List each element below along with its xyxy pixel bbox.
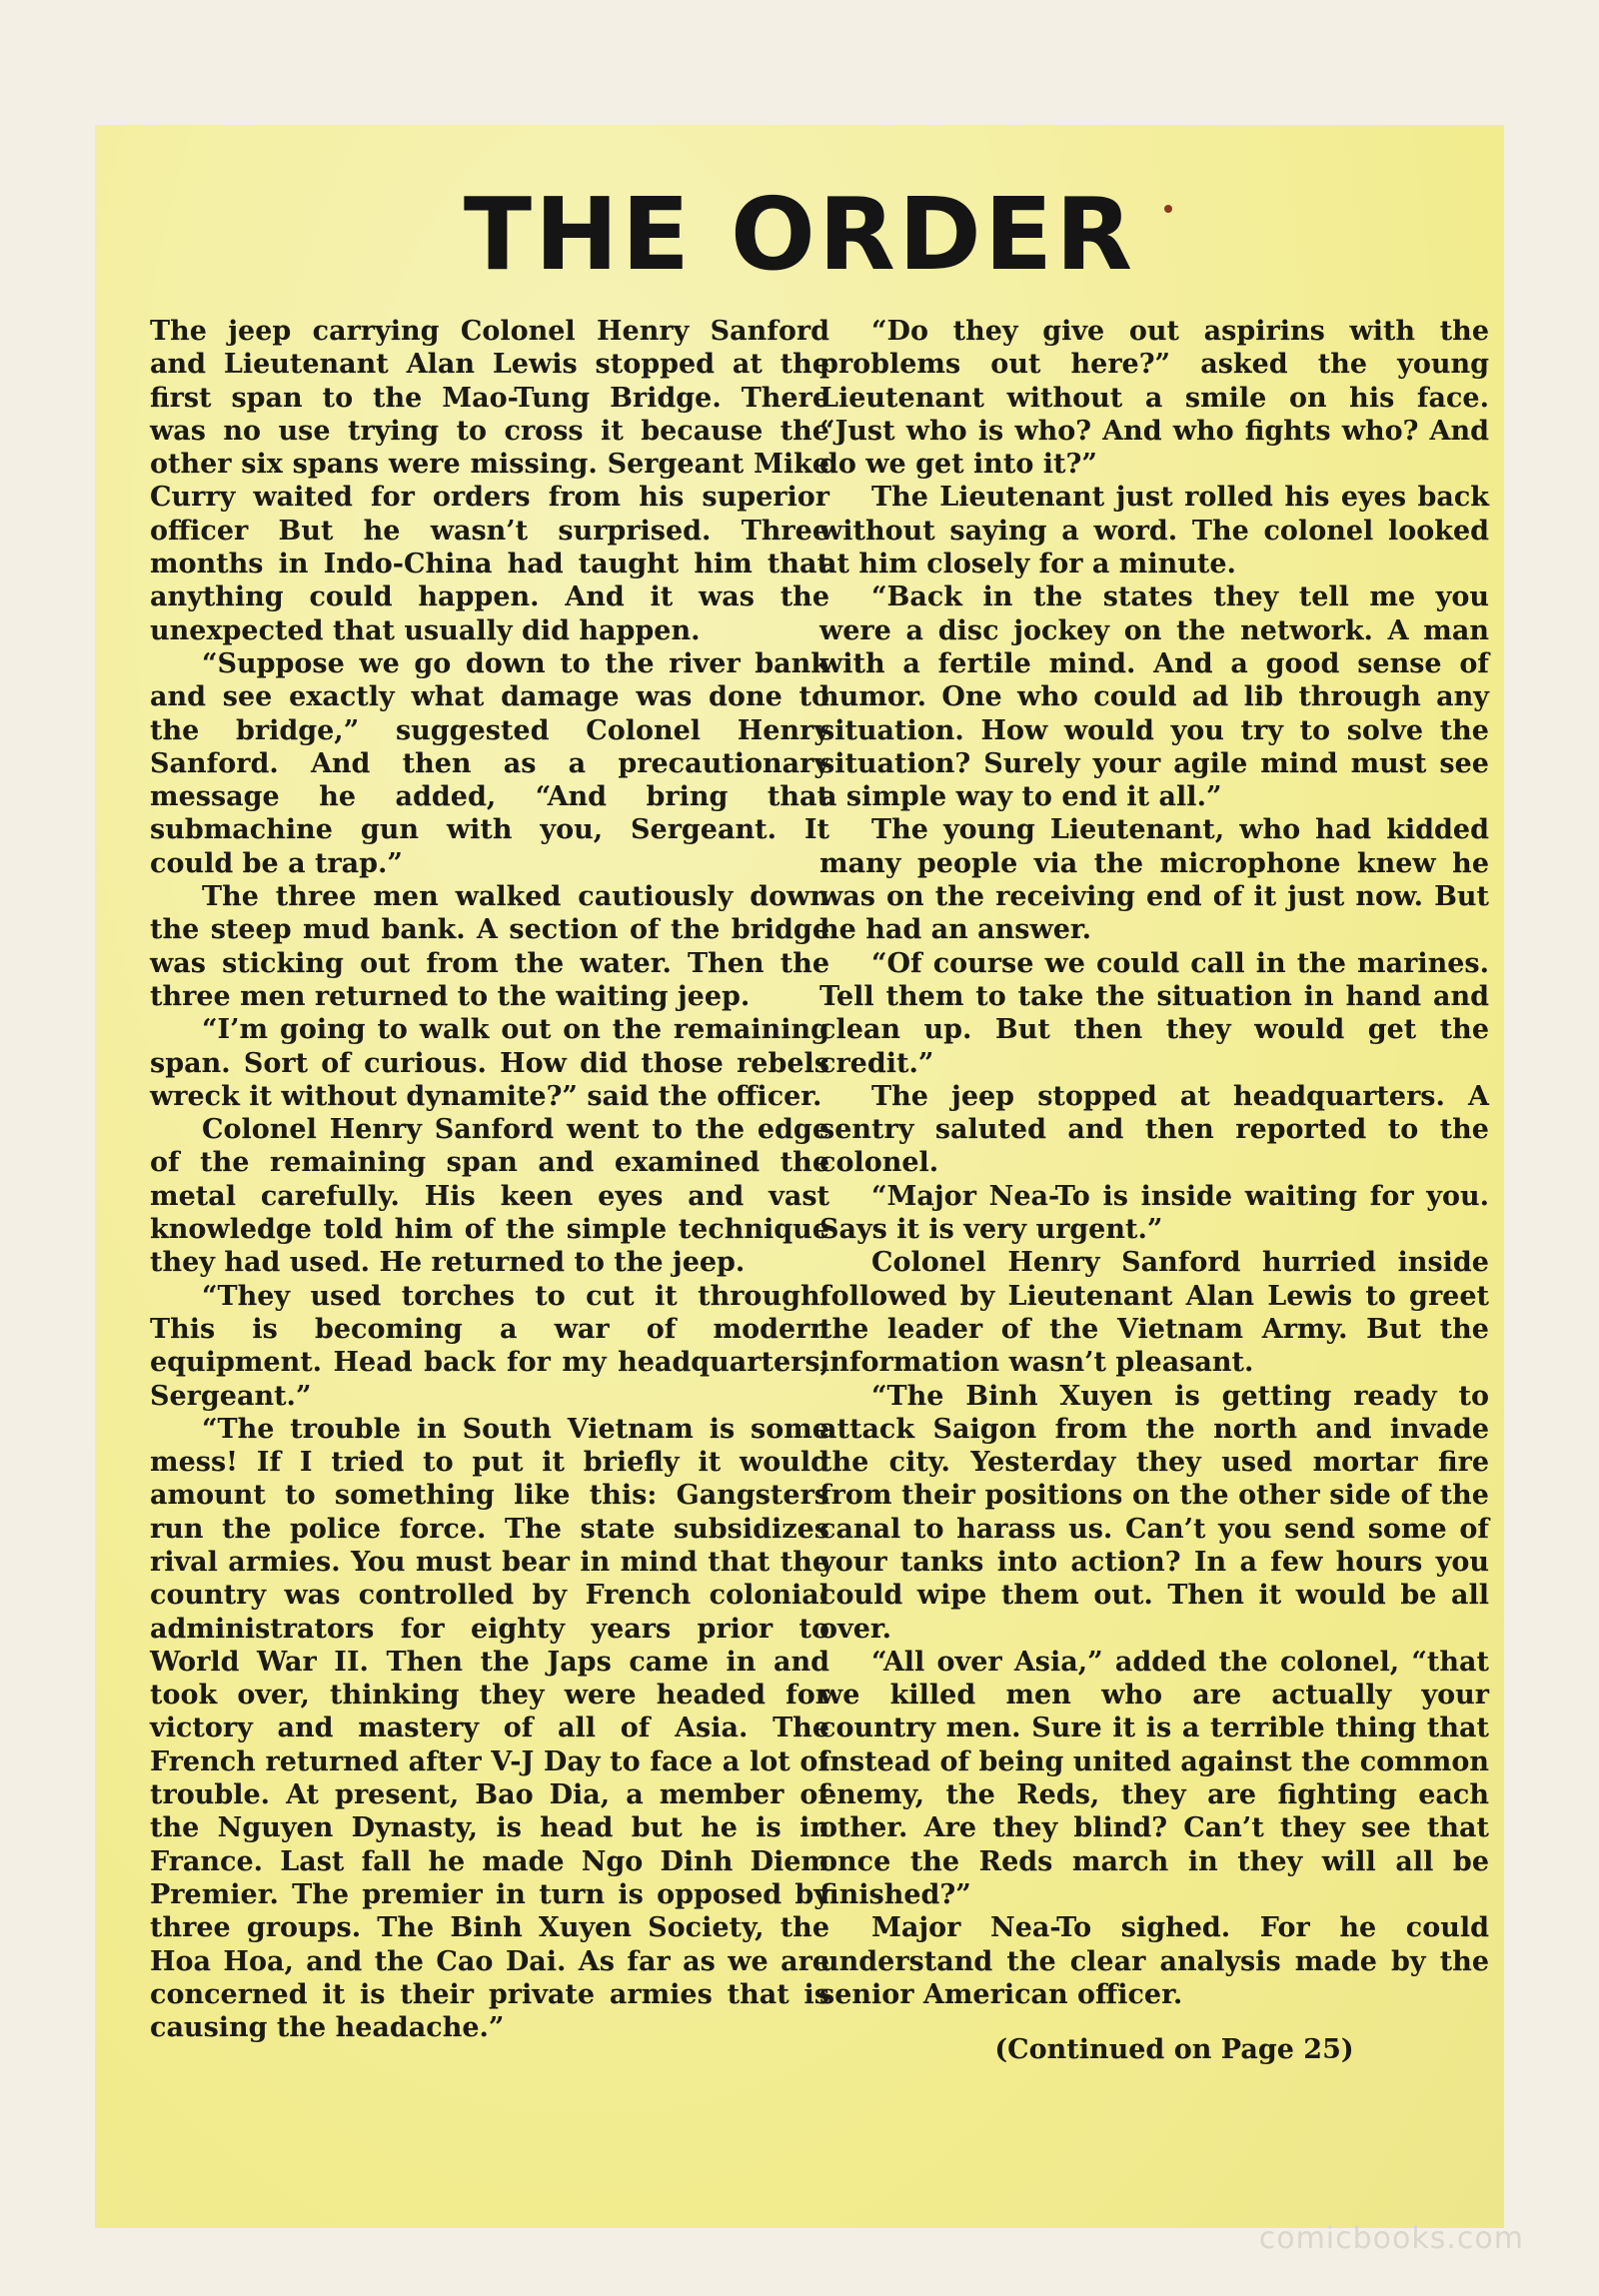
paragraph: The Lieutenant just rolled his eyes back without saying a word. The colonel looked at him closely for a minute. <box>819 482 1489 580</box>
left-column <box>150 315 829 2044</box>
right-column <box>819 315 1489 2066</box>
paragraph: “Suppose we go down to the river bank and see exactly what damage was done to the bridge,” suggested Colonel Henry Sanford. And then as a precautionary message he added, “And bring that submachine gun with you, Sergeant. It could be a trap.” <box>150 647 829 879</box>
site-watermark: comicbooks.com <box>1258 2221 1524 2256</box>
paragraph: “The Binh Xuyen is getting ready to attack Saigon from the north and invade the city. Yesterday they used mortar fire from their positions on the other side of the canal to harass us. Can’t you send some of your tanks into action? In a few hours you could wipe them out. Then it would be all over. <box>819 1380 1489 1645</box>
print-speck <box>1164 205 1172 213</box>
paragraph: “They used torches to cut it through. This is becoming a war of modern equipment. Head back for my headquarters, Sergeant.” <box>150 1280 829 1412</box>
paragraph: The young Lieutenant, who had kidded many people via the microphone knew he was on the receiving end of it just now. But he had an answer. <box>819 814 1489 946</box>
paragraph: The three men walked cautiously down the steep mud bank. A section of the bridge was sticking out from the water. Then the three men returned to the waiting jeep. <box>150 881 829 1012</box>
paragraph: “Major Nea-To is inside waiting for you. Says it is very urgent.” <box>819 1180 1489 1246</box>
paragraph: “Of course we could call in the marines. Tell them to take the situation in hand and clean up. But then they would get the credit.” <box>819 947 1489 1079</box>
continued-notice: (Continued on Page 25) <box>994 2034 1354 2066</box>
paragraph: The jeep stopped at headquarters. A sentry saluted and then reported to the colonel. <box>819 1080 1489 1179</box>
paragraph: “Do they give out aspirins with the problems out here?” asked the young Lieutenant without a smile on his face. “Just who is who? And who fights who? And do we get into it?” <box>819 316 1489 481</box>
paragraph: “All over Asia,” added the colonel, “that we killed men who are actually your country men. Sure it is a terrible thing that instead of being united against the common enemy, the Reds, they are fighting each other. Are they blind? Can’t they see that once the Reds march in they will all be finished?” <box>819 1646 1489 1910</box>
page-title: THE ORDER <box>463 176 1136 293</box>
paragraph: Major Nea-To sighed. For he could understand the clear analysis made by the senior American officer. <box>819 1912 1489 2010</box>
paragraph: Colonel Henry Sanford hurried inside followed by Lieutenant Alan Lewis to greet the leader of the Vietnam Army. But the information wasn’t pleasant. <box>819 1247 1489 1379</box>
paragraph: Colonel Henry Sanford went to the edge of the remaining span and examined the metal carefully. His keen eyes and vast knowledge told him of the simple technique they had used. He returned to the jeep. <box>150 1114 829 1279</box>
paragraph: The jeep carrying Colonel Henry Sanford and Lieutenant Alan Lewis stopped at the first span to the Mao-Tung Bridge. There was no use trying to cross it because the other six spans were missing. Sergeant Mike Curry waited for orders from his superior officer But he wasn’t surprised. Three months in Indo-China had taught him that anything could happen. And it was the unexpected that usually did happen. <box>150 316 829 646</box>
paragraph: “I’m going to walk out on the remaining span. Sort of curious. How did those rebels wreck it without dynamite?” said the officer. <box>150 1014 829 1112</box>
story-page <box>95 125 1504 2228</box>
paragraph: “The trouble in South Vietnam is some mess! If I tried to put it briefly it would amount to something like this: Gangsters run the police force. The state subsidizes rival armies. You must bear in mind that the country was controlled by French colonial administrators for eighty years prior to World War II. Then the Japs came in and took over, thinking they were headed for victory and mastery of all of Asia. The French returned after V-J Day to face a lot of trouble. At present, Bao Dia, a member of the Nguyen Dynasty, is head but he is in France. Last fall he made Ngo Dinh Diem Premier. The premier in turn is opposed by three groups. The Binh Xuyen Society, the Hoa Hoa, and the Cao Dai. As far as we are concerned it is their private armies that is causing the headache.” <box>150 1413 829 2044</box>
paragraph: “Back in the states they tell me you were a disc jockey on the network. A man with a fertile mind. And a good sense of humor. One who could ad lib through any situation. How would you try to solve the situation? Surely your agile mind must see a simple way to end it all.” <box>819 581 1489 813</box>
